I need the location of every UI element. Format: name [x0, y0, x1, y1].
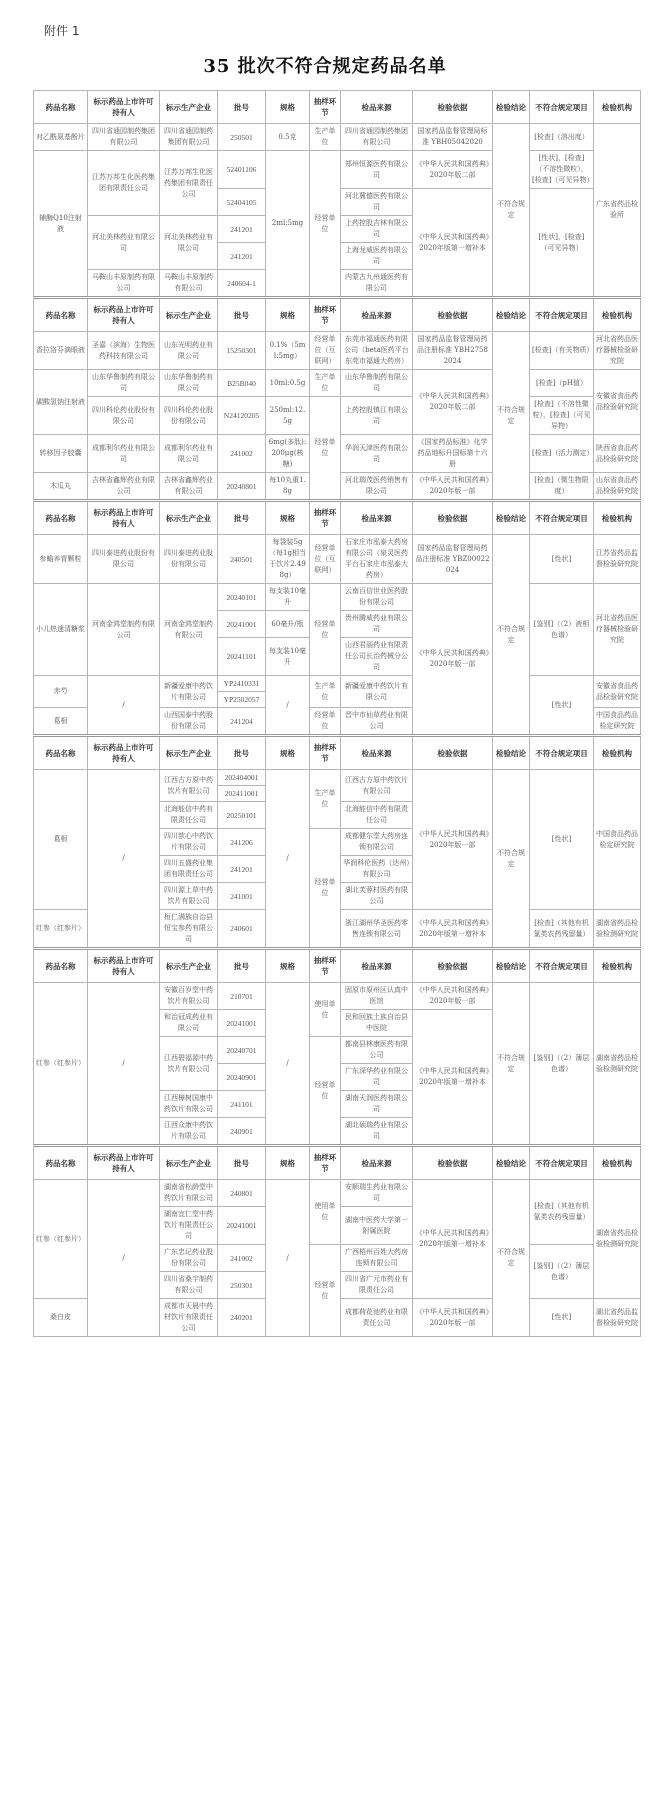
sample-source-cell: 郑州恒源医药有限公司	[341, 151, 413, 189]
manufacturer-cell: 成都市天晨中药材饮片有限责任公司	[160, 1299, 218, 1337]
noncompliant-item-cell: [性状]，[检查]（可见异物）	[530, 189, 594, 298]
sampling-stage-cell: 经营单位	[310, 708, 341, 736]
batch-number-cell: 52401106	[218, 151, 266, 189]
sampling-stage-cell: 经营单位（互联网）	[310, 535, 341, 584]
sample-source-cell: 广东深华药业有限公司	[341, 1064, 413, 1091]
noncompliant-item-cell: [鉴别]（（2）液相色谱）	[530, 584, 594, 676]
specification-cell: 0.5克	[266, 124, 310, 151]
batch-number-cell: YP2410331	[218, 676, 266, 692]
column-header-sampling-stage: 抽样环节	[310, 501, 341, 535]
marketing-holder-cell: /	[88, 983, 160, 1146]
test-result-cell: 不符合规定	[493, 124, 530, 298]
sample-source-cell: 四川省通园制药集团有限公司	[341, 124, 413, 151]
specification-cell: 每10丸重1.8g	[266, 473, 310, 501]
column-header-test-basis: 检验依据	[413, 949, 493, 983]
manufacturer-cell: 河北美林药业有限公司	[160, 216, 218, 270]
manufacturer-cell: 广东忠记药业股份有限公司	[160, 1245, 218, 1272]
sampling-stage-cell: 经营单位	[310, 397, 341, 501]
table-header-row	[34, 949, 641, 983]
test-basis-cell: 《中华人民共和国药典》2020年版一部	[413, 584, 493, 736]
marketing-holder-cell: 四川省通园制药集团有限公司	[88, 124, 160, 151]
batch-number-cell: 20250101	[218, 802, 266, 829]
specification-cell: /	[266, 676, 310, 736]
column-header-specification: 规格	[266, 91, 310, 124]
marketing-holder-cell: /	[88, 1180, 160, 1337]
marketing-holder-cell: 河南金鸿堂制药有限公司	[88, 584, 160, 676]
table-row	[34, 1180, 641, 1207]
drug-name-cell: 转移因子胶囊	[34, 435, 88, 473]
drug-name-cell: 参蟾养胃颗粒	[34, 535, 88, 584]
drug-name-cell: 辅酶Q10注射液	[34, 151, 88, 298]
sampling-stage-cell: 经营单位	[310, 584, 341, 676]
column-header-batch-number: 批号	[218, 1146, 266, 1180]
manufacturer-cell: 湖南省松龄堂中药饮片有限公司	[160, 1180, 218, 1207]
sample-source-cell: 上海龙威医药有限公司	[341, 243, 413, 270]
column-header-noncompliant-item: 不符合规定项目	[530, 1146, 594, 1180]
noncompliant-item-cell: [检查]（其他有机氯类农药残留量）	[530, 910, 594, 949]
column-header-test-result: 检验结论	[493, 1146, 530, 1180]
specification-cell: 60毫升/瓶	[266, 611, 310, 638]
manufacturer-cell: 安徽百岁堂中药饮片有限公司	[160, 983, 218, 1010]
column-header-batch-number: 批号	[218, 298, 266, 332]
test-lab-cell: 山东省食品药品检验研究院	[594, 473, 641, 501]
sampling-stage-cell: 使用单位	[310, 983, 341, 1037]
test-basis-cell: 《中华人民共和国药典》2020年版第一增补本	[413, 1010, 493, 1146]
test-basis-cell: 《中华人民共和国药典》2020年版一部	[413, 983, 493, 1010]
drug-name-cell: 红参（红参片）	[34, 910, 88, 949]
test-lab-cell: 江苏省药品监督检验研究院	[594, 535, 641, 584]
batch-number-cell: 240501	[218, 535, 266, 584]
batch-number-cell: 241002	[218, 1245, 266, 1272]
manufacturer-cell: 山东光明药业有限公司	[160, 332, 218, 370]
test-lab-cell: 湖南省药品检验检测研究院	[594, 983, 641, 1146]
column-header-manufacturer: 标示生产企业	[160, 298, 218, 332]
table-row	[34, 676, 641, 692]
batch-number-cell: 250301	[218, 1272, 266, 1299]
sample-source-cell: 云南百信世业医药股份有限公司	[341, 584, 413, 611]
test-lab-cell: 湖南省药品检验检测研究院	[594, 1180, 641, 1299]
batch-number-cell: 240901	[218, 1118, 266, 1146]
document-title: 35 批次不符合规定药品名单	[203, 56, 447, 77]
drug-name-cell: 小儿热速清糖浆	[34, 584, 88, 676]
attachment-label: 附件 1	[44, 24, 80, 38]
column-header-test-lab: 检验机构	[594, 91, 641, 124]
column-header-manufacturer: 标示生产企业	[160, 91, 218, 124]
noncompliant-item-cell: [性状]	[530, 535, 594, 584]
column-header-sampling-stage: 抽样环节	[310, 91, 341, 124]
sample-source-cell: 河北冀德医药有限公司	[341, 189, 413, 216]
test-basis-cell: 国家药品监督管理局药品注册标准 YBH27582024	[413, 332, 493, 370]
drug-name-cell: 赤芍	[34, 676, 88, 708]
marketing-holder-cell: 河北美林药业有限公司	[88, 216, 160, 270]
manufacturer-cell: 桓仁满族自治县恒宝参药有限公司	[160, 910, 218, 949]
column-header-test-result: 检验结论	[493, 949, 530, 983]
test-basis-cell: 国家药品监督管理局标准 YBH05042020	[413, 124, 493, 151]
batch-number-cell: 20241101	[218, 638, 266, 676]
column-header-test-basis: 检验依据	[413, 501, 493, 535]
column-header-drug-name: 药品名称	[34, 736, 88, 770]
batch-number-cell: 241002	[218, 435, 266, 473]
column-header-noncompliant-item: 不符合规定项目	[530, 736, 594, 770]
batch-number-cell: 241101	[218, 1091, 266, 1118]
test-basis-cell: 《中华人民共和国药典》2020年版第一增补本	[413, 1180, 493, 1299]
sampling-stage-cell: 经营单位	[310, 829, 341, 949]
test-lab-cell: 陕西省食品药品检验研究院	[594, 435, 641, 473]
column-header-sample-source: 检品来源	[341, 91, 413, 124]
batch-number-cell: 52404105	[218, 189, 266, 216]
sampling-stage-cell: 生产单位	[310, 124, 341, 151]
marketing-holder-cell: 四川科伦药业股份有限公司	[88, 397, 160, 435]
manufacturer-cell: 吉林省鑫辉药业有限公司	[160, 473, 218, 501]
noncompliant-item-cell: [性状]	[530, 1299, 594, 1337]
sample-source-cell: 浙江湖州华圣医药零售连锁有限公司	[341, 910, 413, 949]
manufacturer-cell: 四川源上草中药饮片有限公司	[160, 883, 218, 910]
column-header-test-result: 检验结论	[493, 91, 530, 124]
column-header-sample-source: 检品来源	[341, 298, 413, 332]
column-header-test-basis: 检验依据	[413, 1146, 493, 1180]
sample-source-cell: 安顺瑞生药业有限公司	[341, 1180, 413, 1207]
column-header-specification: 规格	[266, 949, 310, 983]
column-header-batch-number: 批号	[218, 91, 266, 124]
test-basis-cell: 国家药品监督管理局药品注册标准 YBZ00022024	[413, 535, 493, 584]
table-row	[34, 370, 641, 397]
test-basis-cell: 《中华人民共和国药典》2020年版二部	[413, 151, 493, 189]
column-header-specification: 规格	[266, 736, 310, 770]
column-header-marketing-holder: 标示药品上市许可持有人	[88, 949, 160, 983]
specification-cell: /	[266, 770, 310, 949]
drug-name-cell: 葛根	[34, 708, 88, 736]
sample-source-cell: 广西梧州百姓大药房连锁有限公司	[341, 1245, 413, 1272]
manufacturer-cell: 四川五盛药业集团有限责任公司	[160, 856, 218, 883]
sample-source-cell: 晋中市仙草药业有限公司	[341, 708, 413, 736]
column-header-test-lab: 检验机构	[594, 736, 641, 770]
column-header-drug-name: 药品名称	[34, 298, 88, 332]
test-lab-cell: 中国食品药品检定研究院	[594, 708, 641, 736]
column-header-noncompliant-item: 不符合规定项目	[530, 501, 594, 535]
manufacturer-cell: 江西碧福源中药饮片有限公司	[160, 1037, 218, 1091]
drug-name-cell: 红参（红参片）	[34, 1180, 88, 1299]
manufacturer-cell: 山东华鲁制药有限公司	[160, 370, 218, 397]
sample-source-cell: 民和回族土族自治县中医院	[341, 1010, 413, 1037]
sample-source-cell: 华润科伦医药（达州）有限公司	[341, 856, 413, 883]
noncompliant-item-cell: [性状]	[530, 676, 594, 736]
table-row	[34, 535, 641, 584]
test-lab-cell: 安徽省食品药品检验研究院	[594, 676, 641, 708]
drug-name-cell: 对乙酰氨基酚片	[34, 124, 88, 151]
noncompliant-item-cell: [鉴别]（（2）薄层色谱）	[530, 983, 594, 1146]
table-row	[34, 151, 641, 189]
sampling-stage-cell: 生产单位	[310, 370, 341, 397]
specification-cell: /	[266, 1180, 310, 1337]
batch-number-cell: 20240901	[218, 1064, 266, 1091]
noncompliant-item-cell: [鉴别]（（2）薄层色谱）	[530, 1245, 594, 1299]
marketing-holder-cell: /	[88, 676, 160, 736]
column-header-drug-name: 药品名称	[34, 949, 88, 983]
manufacturer-cell: 四川泰进药业股份有限公司	[160, 535, 218, 584]
column-header-sampling-stage: 抽样环节	[310, 1146, 341, 1180]
test-lab-cell: 中国食品药品检定研究院	[594, 770, 641, 910]
marketing-holder-cell: 马鞍山丰原制药有限公司	[88, 270, 160, 298]
marketing-holder-cell: 四川泰进药业股份有限公司	[88, 535, 160, 584]
column-header-batch-number: 批号	[218, 949, 266, 983]
drug-name-cell: 红参（红参片）	[34, 983, 88, 1146]
marketing-holder-cell: 成都利尔药业有限公司	[88, 435, 160, 473]
specification-cell: 6mg(多肽):200μg(核糖)	[266, 435, 310, 473]
batch-number-cell: 241001	[218, 883, 266, 910]
noncompliant-item-cell: [检查]（活力测定）	[530, 435, 594, 473]
test-basis-cell: 《国家药品标准》化学药品地标升国标第十六册	[413, 435, 493, 473]
table-header-row	[34, 1146, 641, 1180]
manufacturer-cell: 江苏万邦生化医药集团有限责任公司	[160, 151, 218, 216]
column-header-test-basis: 检验依据	[413, 91, 493, 124]
sample-source-cell: 东莞市福通医药有限公司（beta医药平台东莞市福通大药房）	[341, 332, 413, 370]
column-header-drug-name: 药品名称	[34, 501, 88, 535]
column-header-test-lab: 检验机构	[594, 1146, 641, 1180]
column-header-marketing-holder: 标示药品上市许可持有人	[88, 298, 160, 332]
test-result-cell: 不符合规定	[493, 1180, 530, 1337]
test-lab-cell: 湖南省药品检验检测研究院	[594, 910, 641, 949]
column-header-marketing-holder: 标示药品上市许可持有人	[88, 501, 160, 535]
sampling-stage-cell: 生产单位	[310, 770, 341, 829]
batch-number-cell: 20241001	[218, 611, 266, 638]
manufacturer-cell: 河南金鸿堂制药有限公司	[160, 584, 218, 676]
sample-source-cell: 湖南天润医药有限公司	[341, 1091, 413, 1118]
test-lab-cell: 安徽省食品药品检验研究院	[594, 370, 641, 435]
test-lab-cell: 湖北省药品监督检验研究院	[594, 1299, 641, 1337]
batch-number-cell: 20240801	[218, 473, 266, 501]
sample-source-cell: 华润天津医药有限公司	[341, 435, 413, 473]
drug-name-cell: 香拉洛芬滴眼液	[34, 332, 88, 370]
marketing-holder-cell: 江苏万邦生化医药集团有限责任公司	[88, 151, 160, 216]
manufacturer-cell: 江西古方原中药饮片有限公司	[160, 770, 218, 802]
sample-source-cell: 山东华鲁制药有限公司	[341, 370, 413, 397]
column-header-sample-source: 检品来源	[341, 736, 413, 770]
noncompliant-item-cell: [检查]（其他有机氯类农药残留量）	[530, 1180, 594, 1245]
column-header-test-lab: 检验机构	[594, 298, 641, 332]
batch-number-cell: 240201	[218, 1299, 266, 1337]
noncompliant-item-cell: [检查]（溶出度）	[530, 124, 594, 151]
noncompliant-item-cell: [性状]	[530, 770, 594, 910]
sample-source-cell: 新疆爱康中药饮片有限公司	[341, 676, 413, 708]
marketing-holder-cell: 吉林省鑫辉药业有限公司	[88, 473, 160, 501]
batch-number-cell: 20241001	[218, 1207, 266, 1245]
sample-source-cell: 都南县林康医药有限公司	[341, 1037, 413, 1064]
column-header-specification: 规格	[266, 501, 310, 535]
column-header-specification: 规格	[266, 1146, 310, 1180]
marketing-holder-cell: /	[88, 770, 160, 949]
test-result-cell: 不符合规定	[493, 332, 530, 501]
column-header-manufacturer: 标示生产企业	[160, 501, 218, 535]
manufacturer-cell: 四川省桑宇制药有限公司	[160, 1272, 218, 1299]
batch-number-cell: N24120205	[218, 397, 266, 435]
manufacturer-cell: 新疆爱康中药饮片有限公司	[160, 676, 218, 708]
sample-source-cell: 河北瑞茂医药销售有限公司	[341, 473, 413, 501]
sampling-stage-cell: 经营单位（互联网）	[310, 332, 341, 370]
test-lab-cell: 河北省药品医疗器械检验研究院	[594, 332, 641, 370]
sample-source-cell: 山西君丽药业有限责任公司长治药械分公司	[341, 638, 413, 676]
table-row	[34, 124, 641, 151]
batch-number-cell: 15250301	[218, 332, 266, 370]
manufacturer-cell: 四川歆心中药饮片有限公司	[160, 829, 218, 856]
column-header-marketing-holder: 标示药品上市许可持有人	[88, 1146, 160, 1180]
batch-number-cell: 250501	[218, 124, 266, 151]
table-row	[34, 332, 641, 370]
batch-number-cell: YP2502057	[218, 692, 266, 708]
manufacturer-cell: 山西国泰中药股份有限公司	[160, 708, 218, 736]
manufacturer-cell: 和治冠成药业有限公司	[160, 1010, 218, 1037]
specification-cell: 10ml:0.5g	[266, 370, 310, 397]
specification-cell: 每支装10毫升	[266, 638, 310, 676]
sample-source-cell: 湖北硕瑞药业有限公司	[341, 1118, 413, 1146]
column-header-manufacturer: 标示生产企业	[160, 736, 218, 770]
sample-source-cell: 湖南中医药大学第一附属医院	[341, 1207, 413, 1245]
marketing-holder-cell: 山东华鲁制药有限公司	[88, 370, 160, 397]
test-lab-cell: 广东省药品检验所	[594, 124, 641, 298]
sample-source-cell: 上药控股吉林有限公司	[341, 216, 413, 243]
table-header-row	[34, 298, 641, 332]
column-header-test-lab: 检验机构	[594, 501, 641, 535]
sample-source-cell: 江西古方原中药饮片有限公司	[341, 770, 413, 802]
specification-cell: 2ml:5mg	[266, 151, 310, 298]
column-header-test-result: 检验结论	[493, 501, 530, 535]
test-basis-cell: 《中华人民共和国药典》2020年版二部	[413, 370, 493, 435]
column-header-drug-name: 药品名称	[34, 91, 88, 124]
column-header-noncompliant-item: 不符合规定项目	[530, 91, 594, 124]
column-header-manufacturer: 标示生产企业	[160, 1146, 218, 1180]
batch-number-cell: 20241001	[218, 1010, 266, 1037]
sample-source-cell: 四川省广元市药业有限责任公司	[341, 1272, 413, 1299]
test-result-cell: 不符合规定	[493, 983, 530, 1146]
column-header-sample-source: 检品来源	[341, 949, 413, 983]
sampling-stage-cell: 经营单位	[310, 151, 341, 298]
column-header-test-basis: 检验依据	[413, 736, 493, 770]
batch-number-cell: B25B040	[218, 370, 266, 397]
test-basis-cell: 《中华人民共和国药典》2020年版一部	[413, 1299, 493, 1337]
column-header-test-result: 检验结论	[493, 736, 530, 770]
drug-name-cell: 碳酸氢钠注射液	[34, 370, 88, 435]
column-header-manufacturer: 标示生产企业	[160, 949, 218, 983]
column-header-specification: 规格	[266, 298, 310, 332]
test-basis-cell: 《中华人民共和国药典》2020年版第一增补本	[413, 189, 493, 298]
test-basis-cell: 《中华人民共和国药典》2020年版一部	[413, 770, 493, 910]
sample-source-cell: 北海能信中药有限责任公司	[341, 802, 413, 829]
sampling-stage-cell: 经营单位	[310, 1037, 341, 1146]
column-header-sample-source: 检品来源	[341, 1146, 413, 1180]
column-header-drug-name: 药品名称	[34, 1146, 88, 1180]
sample-source-cell: 上药控股镇江有限公司	[341, 397, 413, 435]
test-lab-cell: 河北省药品医疗器械检验研究院	[594, 584, 641, 676]
manufacturer-cell: 成都利尔药业有限公司	[160, 435, 218, 473]
manufacturer-cell: 江西樟树国康中药饮片有限公司	[160, 1091, 218, 1118]
batch-number-cell: 240801	[218, 1180, 266, 1207]
batch-number-cell: 240601	[218, 910, 266, 949]
manufacturer-cell: 江西众康中药饮片有限公司	[160, 1118, 218, 1146]
noncompliant-item-cell: [检查]（有关物质）	[530, 332, 594, 370]
noncompliant-item-cell: [性状]，[检查]（不溶性微粒），[检查]（可见异物）	[530, 151, 594, 189]
test-basis-cell: 《中华人民共和国药典》2020年版一部	[413, 473, 493, 501]
table-header-row	[34, 501, 641, 535]
column-header-batch-number: 批号	[218, 736, 266, 770]
specification-cell: /	[266, 983, 310, 1146]
noncompliant-drugs-table	[33, 90, 641, 1337]
batch-number-cell: 202404001	[218, 770, 266, 786]
drug-name-cell: 葛根	[34, 770, 88, 910]
column-header-test-basis: 检验依据	[413, 298, 493, 332]
sample-source-cell: 湖北芙蓉村医药有限公司	[341, 883, 413, 910]
batch-number-cell: 202411001	[218, 786, 266, 802]
column-header-sampling-stage: 抽样环节	[310, 949, 341, 983]
column-header-test-lab: 检验机构	[594, 949, 641, 983]
test-basis-cell: 《中华人民共和国药典》2020年版第一增补本	[413, 910, 493, 949]
column-header-marketing-holder: 标示药品上市许可持有人	[88, 91, 160, 124]
batch-number-cell: 20240101	[218, 584, 266, 611]
batch-number-cell: 241201	[218, 243, 266, 270]
marketing-holder-cell: 圣嘉（滨海）生物医药科技有限公司	[88, 332, 160, 370]
sample-source-cell: 内蒙古九州通医药有限公司	[341, 270, 413, 298]
table-header-row	[34, 736, 641, 770]
noncompliant-item-cell: [检查]（不溶性微粒），[检查]（可见异物）	[530, 397, 594, 435]
table-row	[34, 983, 641, 1010]
manufacturer-cell: 马鞍山丰原制药有限公司	[160, 270, 218, 298]
column-header-sampling-stage: 抽样环节	[310, 298, 341, 332]
column-header-test-result: 检验结论	[493, 298, 530, 332]
test-result-cell: 不符合规定	[493, 535, 530, 736]
table-row	[34, 397, 641, 435]
specification-cell: 每支装10毫升	[266, 584, 310, 611]
manufacturer-cell: 四川省通园制药集团有限公司	[160, 124, 218, 151]
sample-source-cell: 贵州腾威药业有限公司	[341, 611, 413, 638]
sample-source-cell: 成都荷花池药业有限责任公司	[341, 1299, 413, 1337]
sample-source-cell: 成都健尔堂大药房连锁有限公司	[341, 829, 413, 856]
noncompliant-item-cell: [检查]（pH值）	[530, 370, 594, 397]
sample-source-cell: 石家庄市泓泰大药房有限公司（泉灵医药平台石家庄市泓泰大药房）	[341, 535, 413, 584]
column-header-noncompliant-item: 不符合规定项目	[530, 298, 594, 332]
manufacturer-cell: 湖南宜仁堂中药饮片有限责任公司	[160, 1207, 218, 1245]
sampling-stage-cell: 经营单位	[310, 1245, 341, 1337]
column-header-marketing-holder: 标示药品上市许可持有人	[88, 736, 160, 770]
sampling-stage-cell: 生产单位	[310, 676, 341, 708]
table-row	[34, 584, 641, 611]
noncompliant-item-cell: [检查]（微生物限度）	[530, 473, 594, 501]
table-row	[34, 770, 641, 786]
batch-number-cell: 241201	[218, 216, 266, 243]
sample-source-cell: 固原市原州区认真中医馆	[341, 983, 413, 1010]
column-header-sampling-stage: 抽样环节	[310, 736, 341, 770]
batch-number-cell: 240604-1	[218, 270, 266, 298]
specification-cell: 0.1%（5ml:5mg）	[266, 332, 310, 370]
sampling-stage-cell: 使用单位	[310, 1180, 341, 1245]
batch-number-cell: 241206	[218, 829, 266, 856]
batch-number-cell: 241204	[218, 708, 266, 736]
drug-name-cell: 木瓜丸	[34, 473, 88, 501]
test-result-cell: 不符合规定	[493, 770, 530, 949]
column-header-noncompliant-item: 不符合规定项目	[530, 949, 594, 983]
batch-number-cell: 241201	[218, 856, 266, 883]
manufacturer-cell: 北海能信中药有限责任公司	[160, 802, 218, 829]
column-header-batch-number: 批号	[218, 501, 266, 535]
manufacturer-cell: 四川科伦药业股份有限公司	[160, 397, 218, 435]
batch-number-cell: 20240701	[218, 1037, 266, 1064]
specification-cell: 250ml:12.5g	[266, 397, 310, 435]
drug-name-cell: 桑白皮	[34, 1299, 88, 1337]
specification-cell: 每袋装5g（每1g相当于饮片2.498g）	[266, 535, 310, 584]
table-header-row	[34, 91, 641, 124]
batch-number-cell: 210701	[218, 983, 266, 1010]
column-header-sample-source: 检品来源	[341, 501, 413, 535]
